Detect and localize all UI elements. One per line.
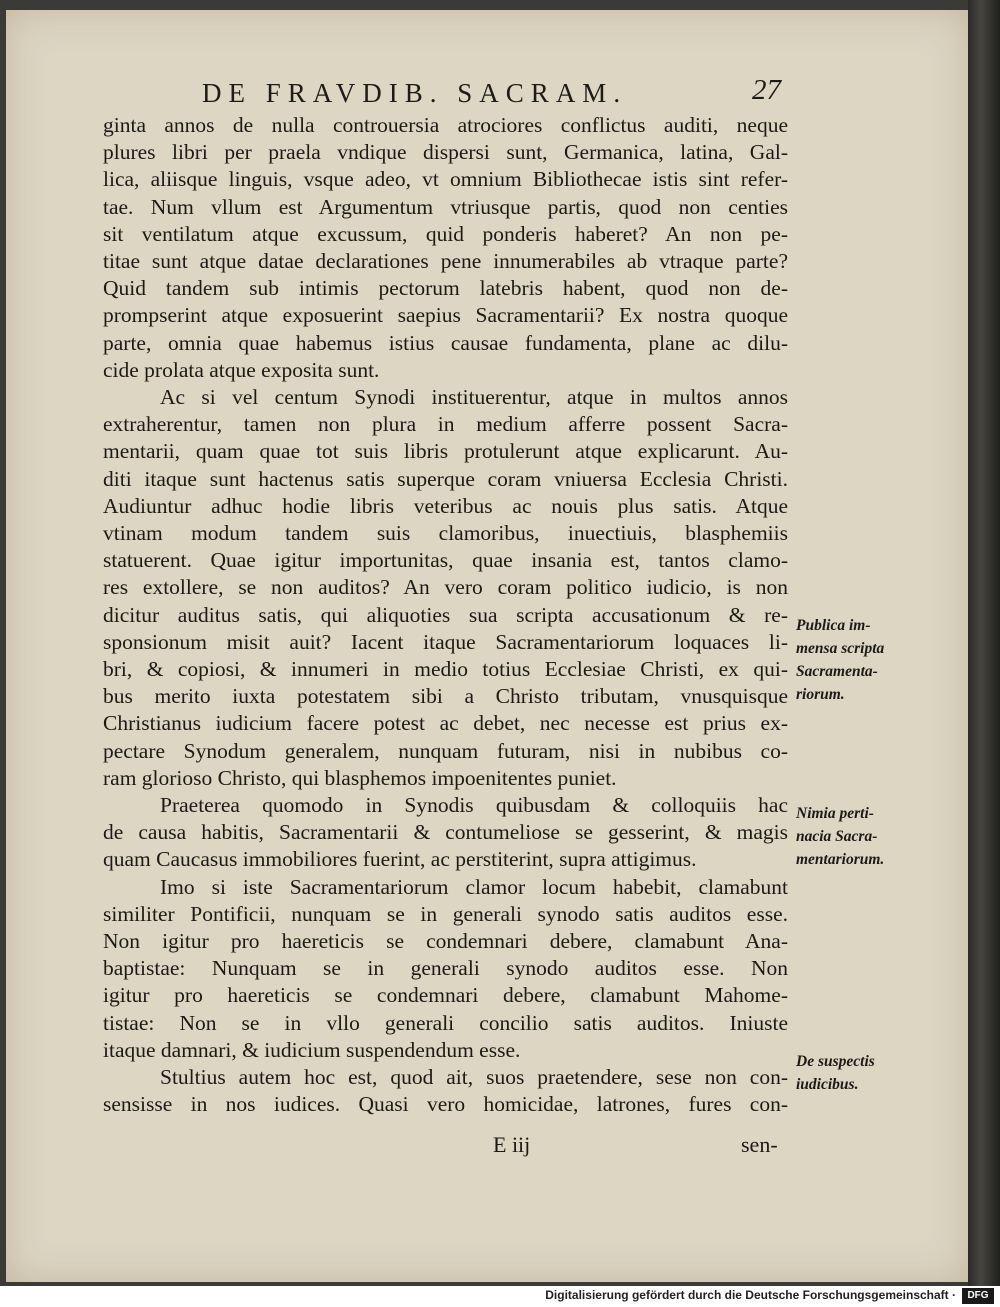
text-line: de causa habitis, Sacramentarii & contumeliose se gesserint, & magis (103, 820, 788, 845)
text-line: Audiuntur adhuc hodie libris veteribus ac nouis plus satis. Atque (103, 493, 788, 518)
text-line: baptistae: Nunquam se in generali synodo auditos esse. Non (103, 956, 788, 981)
marginal-note-line: nacia Sacra- (796, 828, 878, 845)
dfg-logo: DFG (962, 1288, 994, 1304)
text-line: statuerent. Quae igitur importunitas, quae insania est, tantos clamo- (103, 548, 788, 573)
running-head: DE FRAVDIB. SACRAM. (202, 78, 628, 108)
text-line: lica, aliisque linguis, vsque adeo, vt omnium Bibliothecae istis sint refer- (103, 167, 788, 192)
text-line: prompserint atque exposuerint saepius Sacramentarii? Ex nostra quoque (103, 303, 788, 328)
text-line: Imo si iste Sacramentariorum clamor locum habebit, clamabunt (160, 874, 788, 899)
text-line: sensisse in nos iudices. Quasi vero homicidae, latrones, fures con- (103, 1092, 788, 1117)
text-line: dicitur auditus satis, qui aliquoties sua scripta accusationum & re- (103, 602, 788, 627)
text-line: parte, omnia quae habemus istius causae fundamenta, plane ac dilu- (103, 330, 788, 355)
signature-mark: E iij (493, 1132, 531, 1157)
text-line: sponsionum misit auit? Iacent itaque Sacramentariorum loquaces li- (103, 629, 788, 654)
marginal-note-line: riorum. (796, 686, 845, 703)
text-line: res extollere, se non auditos? An vero coram politico iudicio, is non (103, 575, 788, 600)
text-line: similiter Pontificii, nunquam se in generali synodo satis auditos esse. (103, 901, 788, 926)
marginal-note-line: Nimia perti- (796, 805, 874, 822)
text-line: quam Caucasus immobiliores fuerint, ac perstiterint, supra attigimus. (103, 847, 697, 872)
text-line: bus merito iuxta potestatem sibi a Christo tributam, vnusquisque (103, 684, 788, 709)
text-line: pectare Synodum generalem, nunquam futuram, nisi in nubibus co- (103, 738, 788, 763)
marginal-note-line: Sacramenta- (796, 663, 878, 680)
text-line: ginta annos de nulla controuersia atrociores conflictus auditi, neque (103, 113, 788, 137)
text-line: Christianus iudicium facere potest ac debet, nec necesse est prius ex- (103, 711, 788, 736)
footer-bar (0, 1286, 1000, 1307)
text-line: Praeterea quomodo in Synodis quibusdam & colloquiis hac (160, 793, 788, 817)
text-line: Stultius autem hoc est, quod ait, suos praetendere, sese non con- (160, 1065, 788, 1089)
funding-credit: Digitalisierung gefördert durch die Deutsche Forschungsgemeinschaft · (545, 1288, 956, 1302)
text-line: igitur pro haereticis se condemnari debere, clamabunt Mahome- (103, 983, 788, 1008)
text-line: Quid tandem sub intimis pectorum latebris habent, quod non de- (103, 276, 788, 301)
marginal-note-line: De suspectis (796, 1053, 875, 1070)
text-line: mentarii, quam quae tot suis libris protulerunt atque explicarunt. Au- (103, 439, 788, 464)
text-line: diti itaque sunt hactenus satis superque coram vniuersa Ecclesia Christi. (103, 466, 788, 491)
text-line: ram glorioso Christo, qui blasphemos impoenitentes puniet. (103, 765, 617, 790)
text-line: bri, & copiosi, & innumeri in medio totius Ecclesiae Christi, ex qui- (103, 657, 788, 681)
text-line: plures libri per praela vndique dispersi sunt, Germanica, latina, Gal- (103, 140, 788, 165)
text-line: titae sunt atque datae declarationes pene innumerabiles ab vtraque parte? (103, 249, 788, 273)
text-line: tae. Num vllum est Argumentum vtriusque partis, quod non centies (103, 194, 788, 219)
text-line: itaque damnari, & iudicium suspendendum esse. (103, 1037, 521, 1062)
text-line: cide prolata atque exposita sunt. (103, 357, 380, 382)
text-line: vtinam modum tandem suis clamoribus, inuectiuis, blasphemiis (103, 521, 788, 545)
marginal-note-line: mentariorum. (796, 851, 885, 868)
text-line: Ac si vel centum Synodi instituerentur, atque in multos annos (160, 385, 788, 409)
marginal-note-line: Publica im- (796, 617, 871, 634)
text-line: tistae: Non se in vllo generali concilio satis auditos. Iniuste (103, 1010, 788, 1035)
book-edge (968, 0, 1000, 1286)
text-line: sit ventilatum atque excussum, quid ponderis haberet? An non pe- (103, 221, 788, 246)
catchword: sen- (741, 1132, 778, 1157)
page-number: 27 (752, 74, 781, 106)
marginal-note-line: iudicibus. (796, 1076, 859, 1093)
text-line: Non igitur pro haereticis se condemnari debere, clamabunt Ana- (103, 929, 788, 953)
text-line: extraherentur, tamen non plura in medium afferre possent Sacra- (103, 412, 788, 437)
marginal-note-line: mensa scripta (796, 640, 885, 657)
